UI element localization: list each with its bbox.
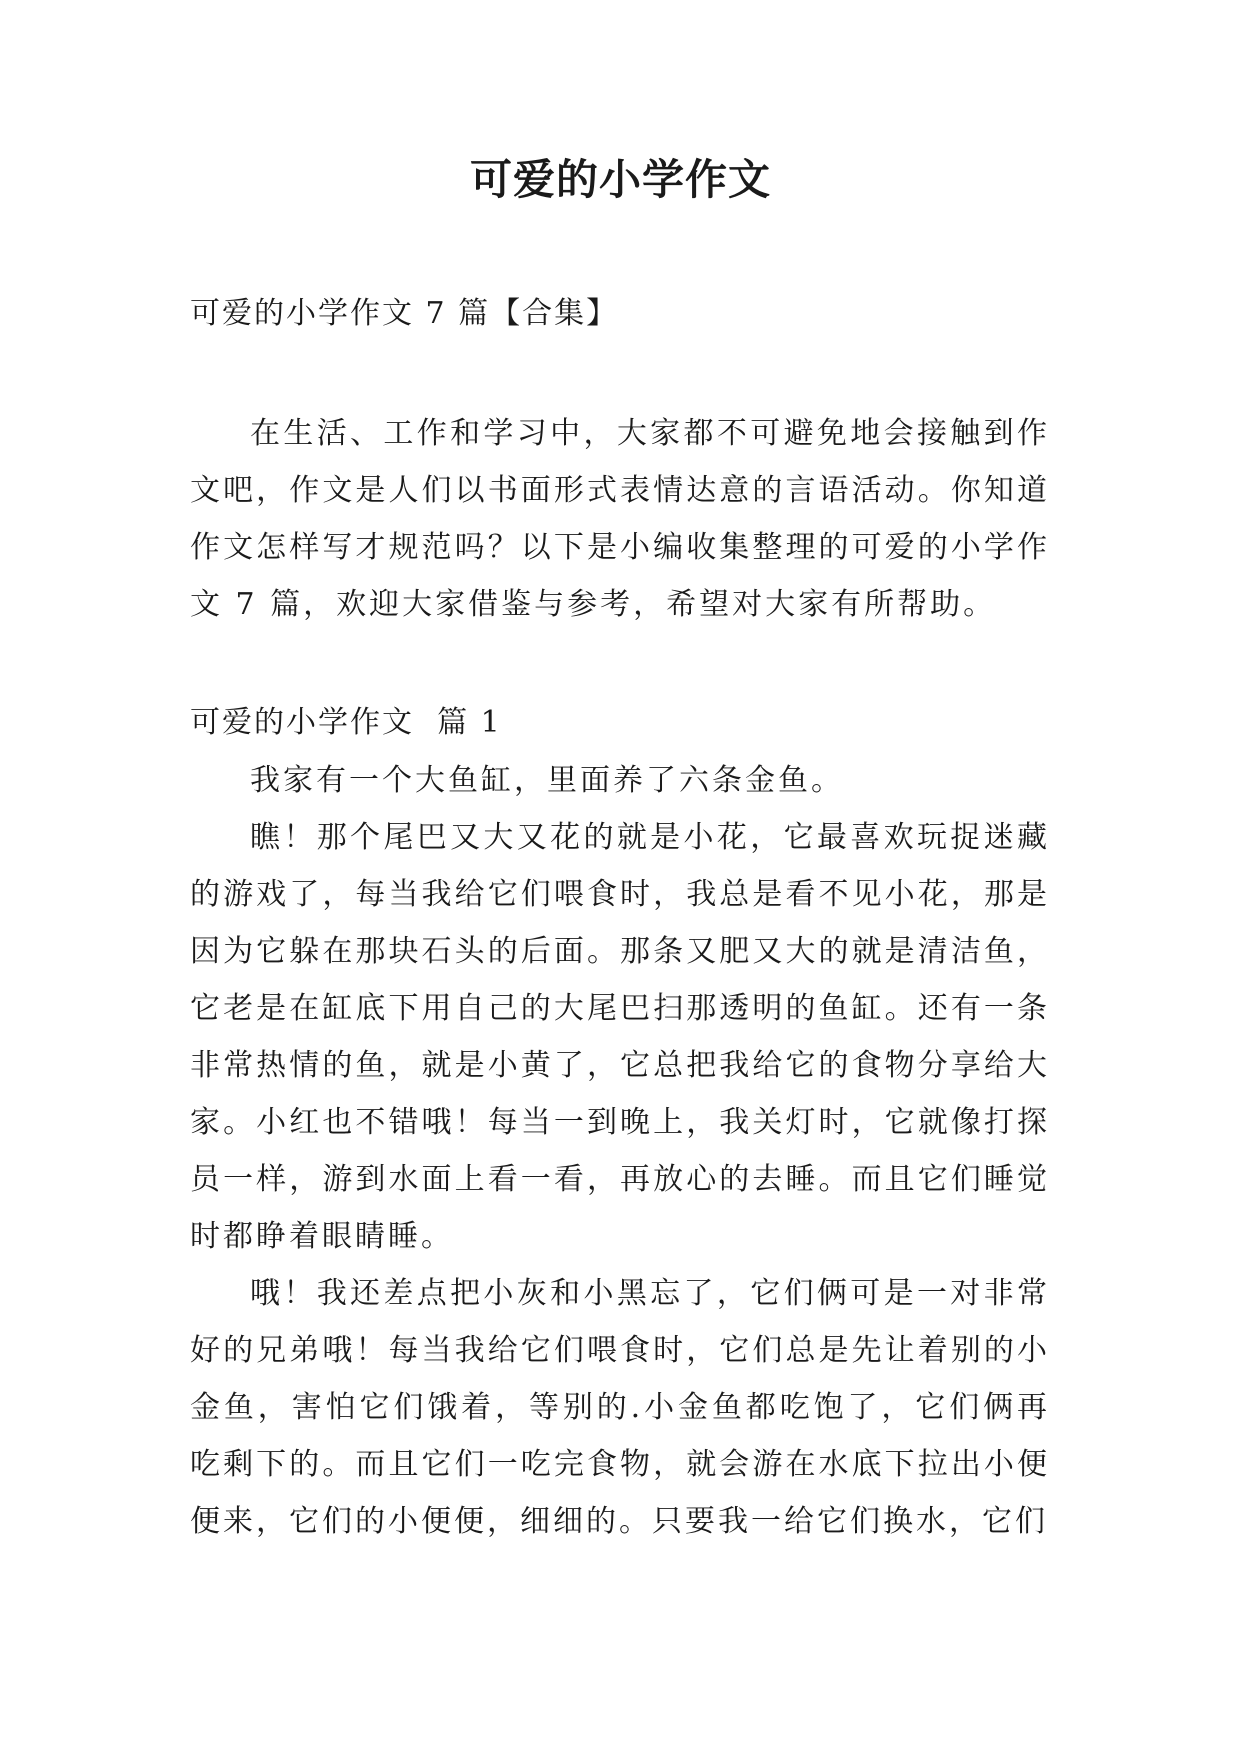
intro-paragraph: 在生活、工作和学习中，大家都不可避免地会接触到作文吧，作文是人们以书面形式表情达意的言语活动。你知道作文怎样写才规范吗？以下是小编收集整理的可爱的小学作文 7 篇，欢迎大家借鉴与参考，希望对大家有所帮助。 (190, 416, 1050, 622)
section-heading: 可爱的小学作文 篇 1 (190, 705, 502, 740)
intro-section (190, 405, 1050, 633)
document-subtitle: 可爱的小学作文 7 篇【合集】 (190, 296, 619, 331)
essay-paragraph: 哦！我还差点把小灰和小黑忘了，它们俩可是一对非常好的兄弟哦！每当我给它们喂食时，它们总是先让着别的小金鱼，害怕它们饿着，等别的.小金鱼都吃饱了，它们俩再吃剩下的。而且它们一吃完食物，就会游在水底下拉出小便便来，它们的小便便，细细的。只要我一给它们换水，它们 (190, 1276, 1050, 1539)
essay-paragraph: 我家有一个大鱼缸，里面养了六条金鱼。 (250, 763, 844, 798)
essay-paragraph: 瞧！那个尾巴又大又花的就是小花，它最喜欢玩捉迷藏的游戏了，每当我给它们喂食时，我总是看不见小花，那是因为它躲在那块石头的后面。那条又肥又大的就是清洁鱼，它老是在缸底下用自己的大尾巴扫那透明的鱼缸。还有一条非常热情的鱼，就是小黄了，它总把我给它的食物分享给大家。小红也不错哦！每当一到晚上，我关灯时，它就像打探员一样，游到水面上看一看，再放心的去睡。而且它们睡觉时都睁着眼睛睡。 (190, 820, 1050, 1254)
essay-body (190, 752, 1050, 1550)
page-title: 可爱的小学作文 (469, 155, 771, 204)
